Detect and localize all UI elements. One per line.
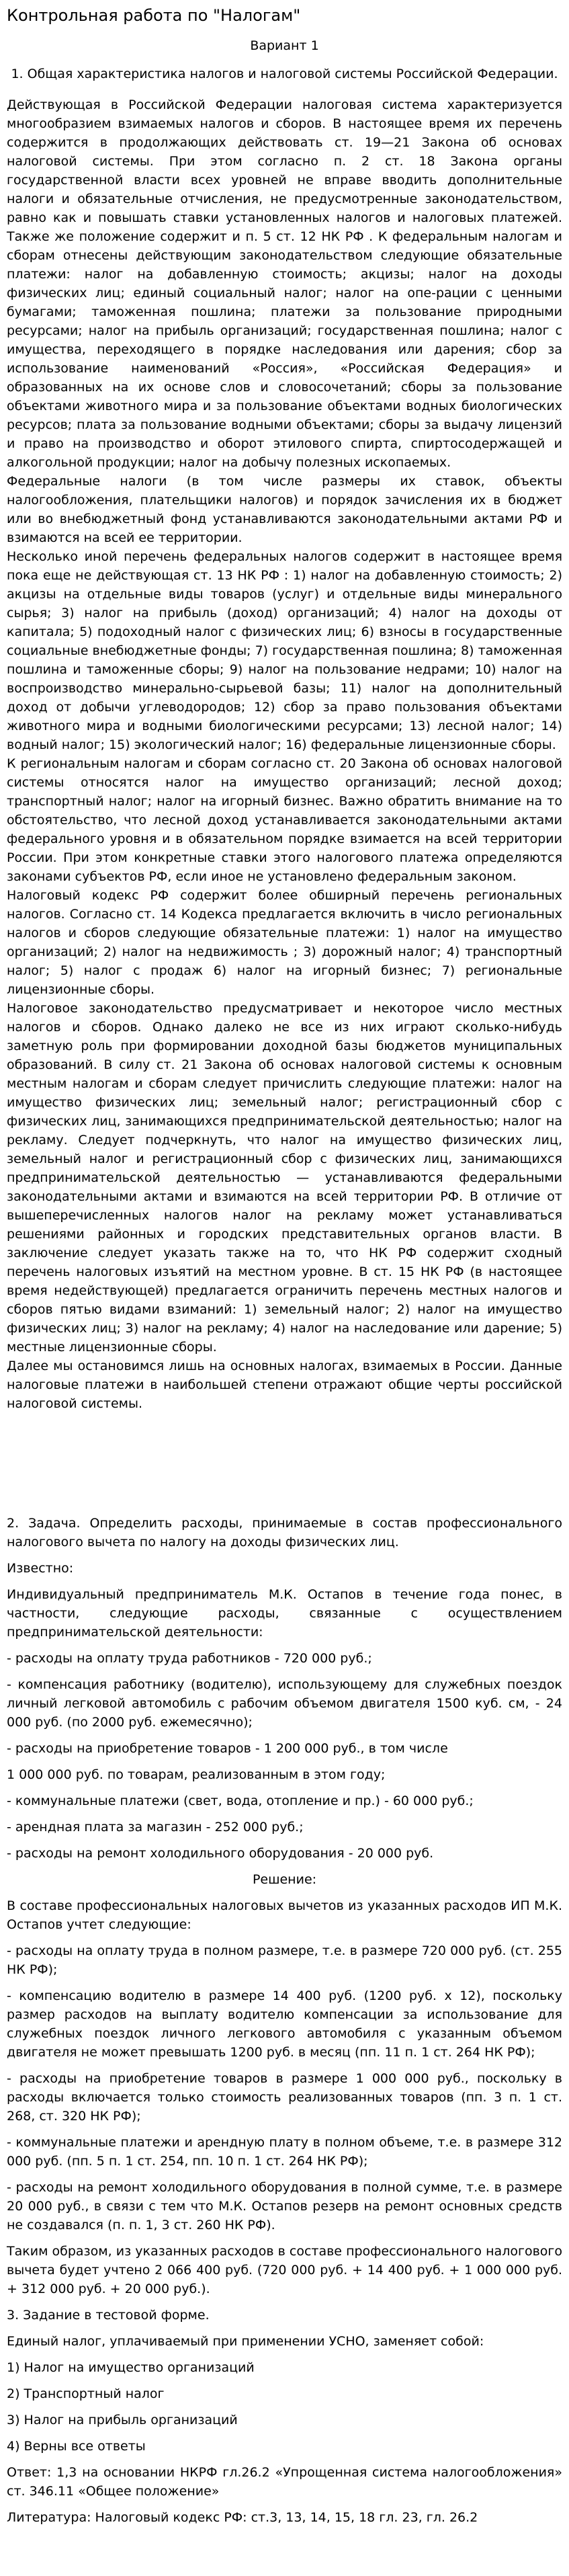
test-answer: Ответ: 1,3 на основании НКРФ гл.26.2 «Упрощенная система налогообложения» ст. 346.11 «Общее положение» [7,2465,562,2499]
solution-item: - расходы на ремонт холодильного оборудования в полной сумме, т.е. в размере 20 000 руб., в связи с тем что М.К. Остапов резерв на ремонт основных средств не создавался (п. п. 1, 3 ст. 260 НК РФ). [7,2180,562,2232]
task-statement: 2. Задача. Определить расходы, принимаемые в состав профессионального налогового вычета по налогу на доходы физических лиц. [7,1516,562,1549]
section-1-paragraph: Налоговое законодательство предусматривает и некоторое число местных налогов и сборов. Однако далеко не все из них играют сколько-нибудь заметную роль при формировании доходной базы бюджетов муниципальных образований. В силу ст. 21 Закона об основах налоговой системы к основным местным налогам и сборам следует причислить следующие платежи: налог на имущество физических лиц; земельный налог; регистрационный сбор с физических лиц, занимающихся предпринимательской деятельностью; налог на рекламу. Следует подчеркнуть, что налог на имущество физических лиц, земельный налог и регистрационный сбор с физических лиц, занимающихся предпринимательской деятельностью — устанавливаются федеральными законодательными актами и взимаются на всей территории РФ. В отличие от вышеперечисленных налогов налог на рекламу может устанавливаться решениями районных и городских представительных органов власти. В заключение следует указать также на то, что НК РФ содержит сходный перечень налоговых изъятий на местном уровне. В ст. 15 НК РФ (в настоящее время недействующей) предлагается ограничить перечень местных налогов и сборов пятью видами взиманий: 1) земельный налог; 2) налог на имущество физических лиц; 3) налог на рекламу; 4) налог на наследование или дарение; 5) местные лицензионные сборы. [7,1001,562,1355]
solution-item: - расходы на приобретение товаров в размере 1 000 000 руб., поскольку в расходы включается только стоимость реализованных товаров (пп. 3 п. 1 ст. 268, ст. 320 НК РФ); [7,2071,562,2124]
solution-conclusion: Таким образом, из указанных расходов в составе профессионального налогового вычета будет учтено 2 066 400 руб. (720 000 руб. + 14 400 руб. + 1 000 000 руб. + 312 000 руб. + 20 000 руб.). [7,2244,562,2296]
expense-item: - расходы на оплату труда работников - 720 000 руб.; [7,1651,372,1666]
solution-intro: В составе профессиональных налоговых вычетов из указанных расходов ИП М.К. Остапов учтет следующие: [7,1898,562,1932]
test-option: 2) Транспортный налог [7,2386,165,2401]
solution-label: Решение: [252,1872,317,1887]
variant-label: Вариант 1 [250,38,319,53]
section-1-paragraph: Налоговый кодекс РФ содержит более обширный перечень региональных налогов. Согласно ст. 14 Кодекса предлагается включить в число региональных налогов и сборов следующие обязательные платежи: 1) налог на имущество организаций; 2) налог на недвижимость ; 3) дорожный налог; 4) транспортный налог; 5) налог с продаж 6) налог на игорный бизнес; 7) региональные лицензионные сборы. [7,888,562,997]
expense-item: - расходы на ремонт холодильного оборудования - 20 000 руб. [7,1846,434,1861]
test-option: 4) Верны все ответы [7,2439,146,2454]
section-1-paragraph: Далее мы остановимся лишь на основных налогах, взимаемых в России. Данные налоговые платежи в наибольшей степени отражают общие черты российской налоговой системы. [7,1359,562,1411]
section-1-paragraph: К региональным налогам и сборам согласно ст. 20 Закона об основах налоговой системы относятся налог на имущество организаций; лесной доход; транспортный налог; налог на игорный бизнес. Важно обратить внимание на то обстоятельство, что лесной доход устанавливается законодательными актами федерального уровня и в обязательном порядке взимается на всей территории России. При этом конкретные ставки этого налогового платежа определяются законами субъектов РФ, если иное не установлено федеральным законом. [7,756,562,884]
expense-item: - коммунальные платежи (свет, вода, отопление и пр.) - 60 000 руб.; [7,1794,474,1808]
expense-item: - расходы на приобретение товаров - 1 200 000 руб., в том числе [7,1741,448,1756]
test-option: 1) Налог на имущество организаций [7,2360,255,2375]
section-1 [7,65,562,1413]
section-1-heading: 1. Общая характеристика налогов и налоговой системы Российской Федерации. [11,67,558,81]
expense-item: 1 000 000 руб. по товарам, реализованным в этом году; [7,1767,386,1782]
expense-item: - арендная плата за магазин - 252 000 руб.; [7,1820,304,1835]
section-3-heading: 3. Задание в тестовой форме. [7,2308,210,2323]
solution-item: - расходы на оплату труда в полном размере, т.е. в размере 720 000 руб. (ст. 255 НК РФ); [7,1943,562,1977]
literature: Литература: Налоговый кодекс РФ: ст.3, 13, 14, 15, 18 гл. 23, гл. 26.2 [7,2510,478,2525]
solution-item: - коммунальные платежи и арендную плату в полном объеме, т.е. в размере 312 000 руб. (пп. 5 п. 1 ст. 254, пп. 10 п. 1 ст. 264 НК РФ); [7,2135,562,2169]
solution-item: - компенсацию водителю в размере 14 400 руб. (1200 руб. х 12), поскольку размер расходов на выплату водителю компенсации за использование для служебных поездок личного легкового автомобиля с указанным объемом двигателя не может превышать 1200 руб. в месяц (пп. 11 п. 1 ст. 264 НК РФ); [7,1988,562,2060]
test-question: Единый налог, уплачиваемый при применении УСНО, заменяет собой: [7,2334,484,2349]
section-1-paragraph: Несколько иной перечень федеральных налогов содержит в настоящее время пока еще не действующая ст. 13 НК РФ : 1) налог на добавленную стоимость; 2) акцизы на отдельные виды товаров (услуг) и отдельные виды минерального сырья; 3) налог на прибыль (доход) организаций; 4) налог на доходы от капитала; 5) подоходный налог с физических лиц; 6) взносы в государственные социальные внебюджетные фонды; 7) государственная пошлина; 8) таможенная пошлина и таможенные сборы; 9) налог на пользование недрами; 10) налог на воспроизводство минерально-сырьевой базы; 11) налог на дополнительный доход от добычи углеводородов; 12) сбор за право пользования объектами животного мира и водными биологическими ресурсами; 13) лесной налог; 14) водный налог; 15) экологический налог; 16) федеральные лицензионные сборы. [7,549,562,752]
task-intro: Индивидуальный предприниматель М.К. Остапов в течение года понес, в частности, следующие расходы, связанные с осуществлением предпринимательской деятельности: [7,1587,562,1640]
section-2 [7,1514,562,2527]
document-title: Контрольная работа по "Налогам" [7,6,301,25]
test-option: 3) Налог на прибыль организаций [7,2413,238,2427]
section-1-paragraph: Федеральные налоги (в том числе размеры их ставок, объекты налогообложения, плательщики налогов) и порядок зачисления их в бюджет или во внебюджетный фонд устанавливаются законодательными актами РФ и взимаются на всей ее территории. [7,474,562,545]
given-label: Известно: [7,1561,74,1576]
expense-item: - компенсация работнику (водителю), использующему для служебных поездок личный легковой автомобиль с рабочим объемом двигателя 1500 куб. см, - 24 000 руб. (по 2000 руб. ежемесячно); [7,1677,562,1730]
section-1-paragraph: Действующая в Российской Федерации налоговая система характеризуется многообразием взимаемых налогов и сборов. В настоящее время их перечень содержится в продолжающих действовать ст. 19—21 Закона об основах налоговой системы. При этом согласно п. 2 ст. 18 Закона органы государственной власти всех уровней не вправе вводить дополнительные налоги и обязательные отчисления, не предусмотренные законодательством, равно как и повышать ставки установленных налогов и налоговых платежей. Также же положение содержит и п. 5 ст. 12 НК РФ . К федеральным налогам и сборам отнесены действующим законодательством следующие обязательные платежи: налог на добавленную стоимость; акцизы; налог на доходы физических лиц; единый социальный налог; налог на опе-рации с ценными бумагами; таможенная пошлина; платежи за пользование природными ресурсами; налог на прибыль организаций; государственная пошлина; налог с имущества, переходящего в порядке наследования или дарения; сбор за использование наименований «Россия», «Российская Федерация» и образованных на их основе слов и словосочетаний; сборы за пользование объектами животного мира и за пользование объектами водных биологических ресурсов; плата за пользование водными объектами; сборы за выдачу лицензий и право на производство и оборот этилового спирта, спиртосодержащей и алкогольной продукции; налог на добычу полезных ископаемых. [7,97,562,470]
